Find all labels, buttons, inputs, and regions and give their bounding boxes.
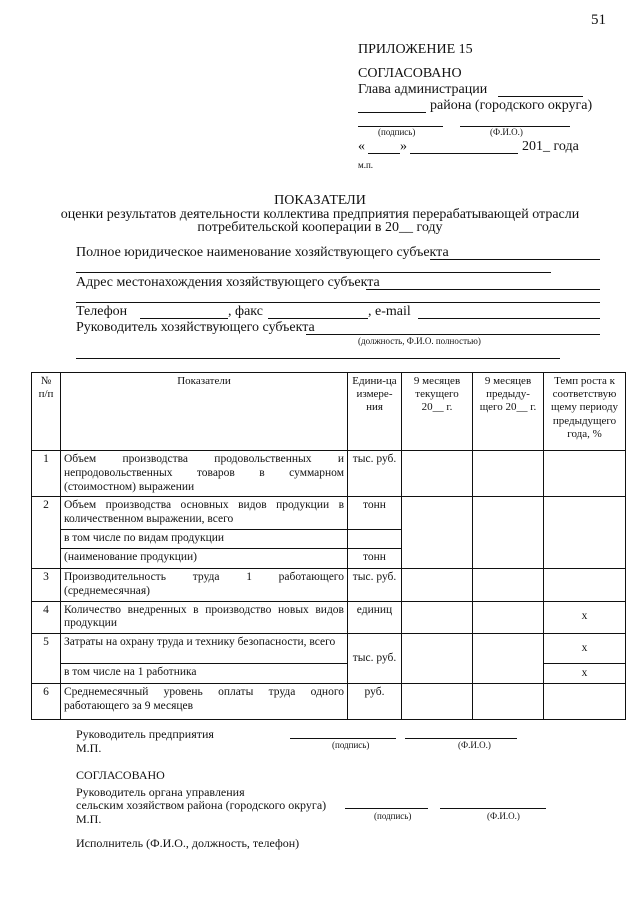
indicators-table [31,372,626,720]
row-indicator: Среднемесячный уровень оплаты труда одного работающего за 9 месяцев [61,684,348,720]
header-previous: 9 месяцев предыду-щего 20__ г. [473,373,544,451]
cell-current[interactable] [402,568,473,601]
district-label: района (городского округа) [430,98,593,113]
cell-growth-x: x [544,601,626,634]
cell-growth[interactable] [544,497,626,569]
manager-note: (должность, Ф.И.О. полностью) [358,336,481,346]
cell-previous[interactable] [473,451,544,497]
cell-current[interactable] [402,451,473,497]
row-num: 6 [32,684,61,720]
row-indicator: в том числе на 1 работника [61,664,348,684]
row-indicator: в том числе по видам продукции [61,529,348,548]
table-row [32,497,626,530]
header-growth: Темп роста к соответствую щему периоду предыдущего года, % [544,373,626,451]
district-line [358,112,426,113]
agency-signature-caption: (подпись) [374,811,412,821]
date-day-line [368,153,400,154]
cell-previous[interactable] [473,601,544,634]
row-indicator: Объем производства основных видов продукции в количественном выражении, всего [61,497,348,530]
page-number: 51 [591,12,606,28]
doc-subtitle-2: потребительской кооперации в 20__ году [197,220,443,235]
row-unit: руб. [348,684,402,720]
table-row [32,451,626,497]
enterprise-head-label: Руководитель предприятия [76,727,214,741]
legal-name-line[interactable] [430,259,600,260]
cell-previous[interactable] [473,684,544,720]
head-admin-line [498,96,583,97]
enterprise-fio-line[interactable] [405,738,517,739]
date-year: 201_ года [522,139,579,154]
doc-subtitle-1: оценки результатов деятельности коллектива предприятия перерабатывающей отрасли [60,207,580,222]
manager-line-2[interactable] [76,358,560,359]
row-num: 2 [32,497,61,569]
date-close-quote: » [400,139,407,154]
row-unit-empty [348,529,402,548]
agency-fio-caption: (Ф.И.О.) [487,811,520,821]
row-indicator: Производительность труда 1 работающего (среднемесячная) [61,568,348,601]
email-line[interactable] [418,318,600,319]
agency-fio-line[interactable] [440,808,546,809]
cell-current[interactable] [402,634,473,684]
date-month-line [410,153,518,154]
enterprise-signature-caption: (подпись) [332,740,370,750]
cell-growth[interactable] [544,451,626,497]
appendix-label: ПРИЛОЖЕНИЕ 15 [358,42,473,57]
row-indicator: (наименование продукции) [61,548,348,568]
agency-head-label-1: Руководитель органа управления [76,785,245,799]
row-num: 4 [32,601,61,634]
row-unit: тыс. руб. [348,634,402,684]
header-indicator: Показатели [61,373,348,451]
fax-label: , факс [228,304,263,319]
agency-signature-line[interactable] [345,808,428,809]
header-num: № п/п [32,373,61,451]
cell-previous[interactable] [473,634,544,684]
address-line[interactable] [366,289,600,290]
manager-label: Руководитель хозяйствующего субъекта [76,320,315,335]
stamp-label: м.п. [358,160,374,170]
cell-growth[interactable] [544,684,626,720]
phone-line[interactable] [140,318,228,319]
cell-current[interactable] [402,497,473,569]
row-num: 1 [32,451,61,497]
cell-previous[interactable] [473,497,544,569]
doc-title: ПОКАЗАТЕЛИ [274,193,366,208]
legal-name-label: Полное юридическое наименование хозяйствующего субъекта [76,245,449,260]
cell-current[interactable] [402,601,473,634]
header-current: 9 месяцев текущего 20__ г. [402,373,473,451]
table-row [32,601,626,634]
enterprise-fio-caption: (Ф.И.О.) [458,740,491,750]
row-unit: тонн [348,497,402,530]
row-indicator: Объем производства продовольственных и непродовольственных товаров в суммарном (стоимостном) выражении [61,451,348,497]
table-header-row [32,373,626,451]
fio-caption: (Ф.И.О.) [490,127,523,137]
table-row [32,568,626,601]
row-unit: тыс. руб. [348,451,402,497]
row-unit: тыс. руб. [348,568,402,601]
cell-previous[interactable] [473,568,544,601]
row-indicator: Количество внедренных в производство новых видов продукции [61,601,348,634]
date-open-quote: « [358,139,365,154]
cell-growth[interactable] [544,568,626,601]
enterprise-stamp-label: М.П. [76,741,102,755]
table-row [32,634,626,664]
address-label: Адрес местонахождения хозяйствующего субъекта [76,275,380,290]
agency-stamp-label: М.П. [76,812,102,826]
table-row [32,684,626,720]
approved-label: СОГЛАСОВАНО [358,66,462,81]
agency-head-label-2: сельским хозяйством района (городского округа) [76,798,327,812]
cell-current[interactable] [402,684,473,720]
enterprise-signature-line[interactable] [290,738,396,739]
cell-growth-x: x [544,634,626,664]
row-num: 5 [32,634,61,684]
address-line-2[interactable] [76,302,600,303]
row-unit: тонн [348,548,402,568]
head-admin-label: Глава администрации [358,82,488,97]
executor-label: Исполнитель (Ф.И.О., должность, телефон) [76,836,300,850]
footer-approved-label: СОГЛАСОВАНО [76,768,165,782]
row-unit: единиц [348,601,402,634]
legal-name-line-2[interactable] [76,272,551,273]
row-num: 3 [32,568,61,601]
phone-label: Телефон [76,304,128,319]
email-label: , e-mail [368,304,411,319]
row-indicator: Затраты на охрану труда и технику безопасности, всего [61,634,348,664]
fax-line[interactable] [268,318,368,319]
manager-line[interactable] [306,334,600,335]
cell-growth-x: x [544,664,626,684]
header-unit: Едини-ца измере-ния [348,373,402,451]
signature-caption: (подпись) [378,127,416,137]
